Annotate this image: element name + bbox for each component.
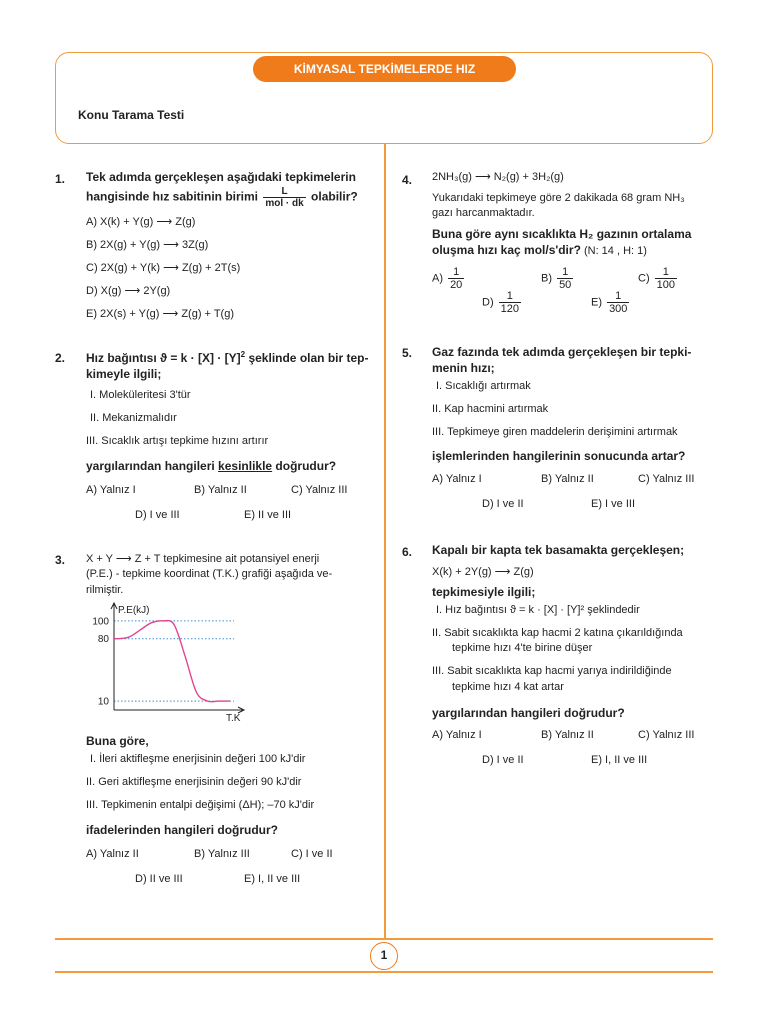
page-title: KİMYASAL TEPKİMELERDE HIZ: [253, 56, 516, 82]
question-number: 5.: [402, 346, 413, 360]
tick-label: 10: [97, 696, 109, 708]
option-c[interactable]: C) Yalnız III: [638, 729, 695, 741]
unit-numerator: L: [263, 186, 305, 198]
statement-i: I. İleri aktifleşme enerjisinin değeri 100 kJ'dir: [90, 753, 306, 765]
option-d[interactable]: D) I ve II: [482, 498, 524, 510]
fraction-denominator: 120: [500, 303, 520, 316]
unit-denominator: mol · dk: [265, 198, 304, 209]
statement-ii: II. Sabit sıcaklıkta kap hacmi 2 katına çıkarıldığında: [432, 627, 683, 639]
fraction-numerator: 1: [557, 266, 573, 279]
option-c[interactable]: C) I ve II: [291, 848, 333, 860]
q5-stem-line1: Gaz fazında tek adımda gerçekleşen bir tepki-: [432, 345, 692, 359]
statement-ii: II. Geri aktifleşme enerjisinin değeri 90 kJ'dir: [86, 776, 302, 788]
fraction-numerator: 1: [655, 266, 677, 279]
q1-stem-tail: olabilir?: [311, 189, 358, 204]
q2-stem-line2: kimeyle ilgili;: [86, 367, 162, 381]
q3-stem-line1: X + Y ⟶ Z + T tepkimesine ait potansiyel enerji: [86, 553, 320, 565]
q4-stem-line1: Yukarıdaki tepkimeye göre 2 dakikada 68 gram NH₃: [432, 192, 685, 204]
statement-iii: III. Sabit sıcaklıkta kap hacmi yarıya indirildiğinde: [432, 665, 672, 677]
option-fraction: [499, 290, 521, 315]
q2-exponent: 2: [240, 350, 246, 359]
potential-energy-chart: [80, 600, 250, 722]
option-d[interactable]: D) I ve II: [482, 754, 524, 766]
question-number: 2.: [55, 351, 66, 365]
q4-reaction: 2NH₃(g) ⟶ N₂(g) + 3H₂(g): [432, 171, 564, 183]
x-axis-label: T.K: [226, 713, 241, 722]
tick-label: 100: [92, 616, 109, 628]
q2-question-text: yargılarından hangileri: [86, 459, 219, 473]
question-number: 4.: [402, 173, 413, 187]
option-c[interactable]: C) Yalnız III: [638, 473, 695, 485]
option-c[interactable]: C) 2X(g) + Y(k) ⟶ Z(g) + 2T(s): [86, 262, 241, 274]
statement-i: I. Hız bağıntısı ϑ = k · [X] · [Y]² şeklindedir: [436, 604, 640, 616]
option-b[interactable]: B) Yalnız II: [194, 484, 247, 496]
q4-stem-line4: [432, 243, 647, 257]
option-b[interactable]: B) Yalnız III: [194, 848, 250, 860]
statement-iii: III. Tepkimenin entalpi değişimi (ΔH); –70 kJ'dir: [86, 799, 315, 811]
option-a[interactable]: A) X(k) + Y(g) ⟶ Z(g): [86, 216, 196, 228]
q6-stem-line1: Kapalı bir kapta tek basamakta gerçekleşen;: [432, 543, 685, 557]
q1-stem-text: hangisinde hız sabitinin birimi: [86, 189, 259, 204]
q1-stem-line2: [86, 186, 358, 209]
option-e[interactable]: E) 2X(s) + Y(g) ⟶ Z(g) + T(g): [86, 308, 235, 320]
q3-lead: Buna göre,: [86, 734, 149, 748]
fraction-denominator: 50: [559, 279, 572, 292]
option-b[interactable]: B) Yalnız II: [541, 473, 594, 485]
option-b[interactable]: B) Yalnız II: [541, 729, 594, 741]
q2-stem-text: Hız bağıntısı ϑ = k · [X] · [Y]: [86, 351, 241, 365]
option-a[interactable]: A) Yalnız I: [432, 729, 482, 741]
energy-curve: [114, 621, 230, 702]
option-fraction: [448, 266, 464, 291]
option-label: B): [541, 272, 552, 285]
q4-question-text: oluşma hızı kaç mol/s'dir?: [432, 243, 581, 257]
q6-stem-line2: tepkimesiyle ilgili;: [432, 585, 536, 599]
q3-question: ifadelerinden hangileri doğrudur?: [86, 823, 279, 837]
option-d[interactable]: D) II ve III: [135, 873, 183, 885]
q2-question-emphasis: kesinlikle: [218, 459, 273, 473]
option-label: C): [638, 272, 650, 285]
q3-stem-line2: (P.E.) - tepkime koordinat (T.K.) grafiği aşağıda ve-: [86, 568, 333, 580]
q2-question: [86, 459, 336, 473]
option-fraction: [557, 266, 573, 291]
q2-question-tail: doğrudur?: [272, 459, 337, 473]
option-a[interactable]: A) Yalnız II: [86, 848, 139, 860]
fraction-numerator: 1: [607, 290, 629, 303]
option-label: A): [432, 272, 443, 285]
footer-line-top: [55, 938, 713, 940]
q4-stem-line3: Buna göre aynı sıcaklıkta H₂ gazının ortalama: [432, 227, 692, 241]
statement-i: I. Sıcaklığı artırmak: [436, 380, 531, 392]
option-c[interactable]: C) Yalnız III: [291, 484, 348, 496]
option-b[interactable]: [541, 266, 575, 291]
statement-iii: III. Sıcaklık artışı tepkime hızını artırır: [86, 435, 269, 447]
q2-stem-tail: şeklinde olan bir tep-: [245, 351, 369, 365]
y-axis-label: P.E(kJ): [118, 605, 150, 616]
tick-label: 80: [97, 634, 109, 646]
option-a[interactable]: A) Yalnız I: [86, 484, 136, 496]
q4-stem-line2: gazı harcanmaktadır.: [432, 207, 535, 219]
option-e[interactable]: E) II ve III: [244, 509, 292, 521]
question-number: 1.: [55, 172, 66, 186]
q3-stem-line3: rilmiştir.: [86, 584, 124, 596]
option-e[interactable]: E) I, II ve III: [244, 873, 301, 885]
fraction-denominator: 20: [450, 279, 463, 292]
question-number: 3.: [55, 553, 66, 567]
statement-i: I. Moleküleritesi 3'tür: [90, 389, 191, 401]
option-d[interactable]: D) I ve III: [135, 509, 180, 521]
statement-ii: II. Mekanizmalıdır: [90, 412, 177, 424]
option-e[interactable]: [591, 290, 631, 315]
option-label: E): [591, 296, 602, 309]
option-d[interactable]: [482, 290, 523, 315]
option-fraction: [655, 266, 677, 291]
option-a[interactable]: A) Yalnız I: [432, 473, 482, 485]
statement-ii: II. Kap hacmini artırmak: [432, 403, 549, 415]
option-b[interactable]: B) 2X(g) + Y(g) ⟶ 3Z(g): [86, 239, 209, 251]
option-c[interactable]: [638, 266, 679, 291]
test-subtitle: Konu Tarama Testi: [78, 108, 185, 122]
option-a[interactable]: [432, 266, 466, 291]
option-e[interactable]: E) I, II ve III: [591, 754, 648, 766]
fraction-numerator: 1: [499, 290, 521, 303]
q5-stem-line2: menin hızı;: [432, 361, 495, 375]
statement-iii-cont: tepkime hızı 4 kat artar: [452, 681, 564, 693]
statement-ii-cont: tepkime hızı 4'te birine düşer: [452, 642, 593, 654]
fraction-denominator: 100: [656, 279, 676, 292]
q6-question: yargılarından hangileri doğrudur?: [432, 706, 625, 720]
column-divider: [384, 144, 386, 940]
q6-reaction: X(k) + 2Y(g) ⟶ Z(g): [432, 566, 534, 578]
q2-stem-line1: [86, 350, 368, 365]
question-number: 6.: [402, 545, 413, 559]
q5-question: işlemlerinden hangilerinin sonucunda artar?: [432, 449, 686, 463]
option-fraction: [607, 290, 629, 315]
option-label: D): [482, 296, 494, 309]
q4-atomic-masses: (N: 14 , H: 1): [580, 245, 647, 257]
statement-iii: III. Tepkimeye giren maddelerin derişimini artırmak: [432, 426, 678, 438]
fraction-denominator: 300: [609, 303, 628, 316]
fraction-numerator: 1: [448, 266, 464, 279]
option-d[interactable]: D) X(g) ⟶ 2Y(g): [86, 285, 171, 297]
q1-unit-fraction: [263, 186, 305, 209]
option-e[interactable]: E) I ve III: [591, 498, 636, 510]
page-number: 1: [370, 942, 398, 970]
footer-line-bottom: [55, 971, 713, 973]
q1-stem-line1: Tek adımda gerçekleşen aşağıdaki tepkimelerin: [86, 170, 356, 184]
